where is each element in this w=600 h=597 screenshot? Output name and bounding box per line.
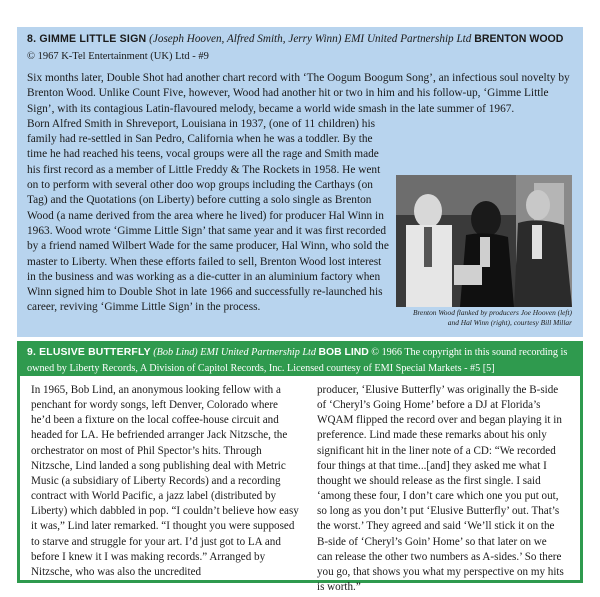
track-8-title: 8. GIMME LITTLE SIGN (27, 33, 147, 45)
photo-caption (396, 308, 572, 327)
track-9-publisher: EMI United Partnership Ltd (200, 347, 316, 358)
track-8-paragraph-2: Born Alfred Smith in Shreveport, Louisiana in 1937, (one of 11 children) his family had re-settled in San Pedro, California when he was a toddler. By the time he had reached his teens, vocal groups were all the rage and Smith made his first record as a member of Little Freddy & The Rockets in 1958. He went on to perform with several other doo wop groups including the Carthays (on Tag) and the Quotations (on Liberty) before cutting a solo single as Brenton Wood (a name derived from the area where he lived) for producer Hal Winn in 1963. Wood wrote ‘Gimme Little Sign’ that same year and it was first recorded by a friend named Wilbert Wade for the same producer, Hal Winn, who sold the master to Liberty. When these efforts failed to sell, Brenton Wood lost interest in the business and was working as a die-cutter in an aluminium factory when Winn signed him to Double Shot in late 1966 and successfully re-launched his career, reviving ‘Gimme Little Sign’ in the process. (27, 117, 389, 314)
track-8-artist: BRENTON WOOD (474, 33, 564, 45)
track-9-right-column (317, 383, 564, 594)
track-9-panel (17, 341, 583, 594)
track-8-writers: (Joseph Hooven, Alfred Smith, Jerry Winn) (149, 33, 342, 45)
track-8-publisher: EMI United Partnership Ltd (344, 33, 472, 45)
track-9-right-text: producer, ‘Elusive Butterfly’ was originally the B-side of ‘Cheryl’s Going Home’ before a DJ at Florida’s WQAM flipped the record over and began playing it in preference. Lind made these remarks about his only significant hit in the liner note of a CD: “We recorded four things at that time...[and] they asked me what I thought we should release as the first single. I said ‘among these four, I don’t care which one you put out, so long as you don’t put ‘Elusive Butterfly’ out. That’s the worst.’ They agreed and said ‘We’ll stick it on the B-side of ‘Cheryl’s Goin’ Home’ so that later on we can release the other two numbers as A-sides.’ So there you go, that shows you what my perspective on my hits is worth.” (317, 384, 564, 594)
track-9-header-band (17, 341, 583, 376)
photo-image (396, 175, 572, 307)
track-9-copyright: © 1966 The copyright in this sound recording is owned by Liberty Records, A Division of Capitol Records, Inc. Licensed courtesy of EMI Special Markets - #5 [5] (27, 347, 568, 374)
track-9-header (27, 345, 574, 376)
track-9-text-box (20, 376, 580, 594)
track-8-header (27, 32, 574, 47)
track-9-artist: BOB LIND (318, 347, 369, 358)
track-9-left-column (31, 383, 299, 580)
photo-caption-line-2: and Hal Winn (right), courtesy Bill Millar (447, 317, 572, 327)
photo-caption-line-1: Brenton Wood flanked by producers Joe Hooven (left) (412, 308, 572, 317)
track-8-paragraph-1: Six months later, Double Shot had another chart record with ‘The Oogum Boogum Song’, an infectious soul novelty by Brenton Wood. Unlike Count Five, however, Wood had another hit or two in him and his follow-up, ‘Gimme Little Sign’, with its contagious Latin-flavoured melody, became a world wide smash in the late summer of 1967. (27, 72, 570, 115)
track-9-left-text: In 1965, Bob Lind, an anonymous looking fellow with a penchant for wordy songs, left Denver, Colorado where he’d been a fixture on the local coffee-house circuit and headed for LA. He befriended arranger Jack Nitzsche, the orchestrator on most of Phil Spector’s hits. Through Nitzsche, Lind landed a song publishing deal with Metric Music (a subsidiary of Liberty Records) and a recording contract with World Pacific, a jazz label (distributed by Liberty) which dabbled in pop. “I couldn’t believe how easy it was,” Lind later remarked. “I thought you were supposed to starve and struggle for your art. I’d just got to LA and before I knew it I was making records.” Arranged by Nitzsche, who was also the uncredited (31, 384, 299, 578)
track-9-writers: (Bob Lind) (153, 347, 198, 358)
track-8-panel (17, 27, 583, 337)
brenton-wood-photo (396, 175, 572, 307)
photo-figure (396, 175, 572, 327)
track-8-copyright: © 1967 K-Tel Entertainment (UK) Ltd - #9 (27, 51, 209, 62)
track-9-title: 9. ELUSIVE BUTTERFLY (27, 347, 151, 358)
